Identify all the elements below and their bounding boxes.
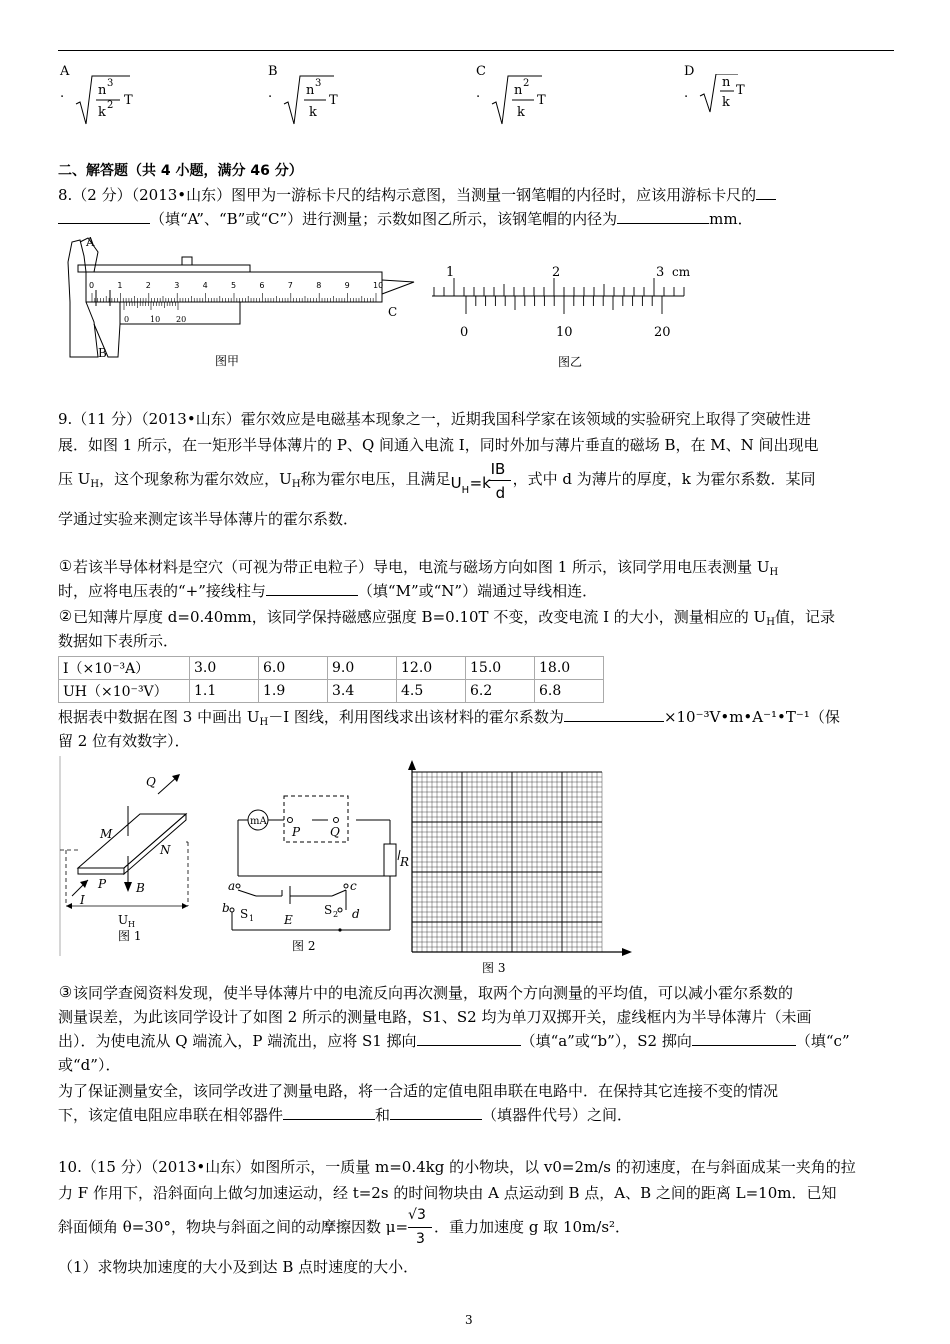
svg-text:B: B <box>136 881 145 895</box>
circuit-figure <box>220 790 410 960</box>
caliper-main-label: 5 <box>231 281 237 290</box>
section-title: 二、解答题（共 4 小题，满分 46 分） <box>58 163 303 179</box>
data-table <box>58 656 604 703</box>
caliper-main-label: 10 <box>373 281 384 290</box>
svg-text:k: k <box>98 105 106 120</box>
q9-line1: 9.（11 分）（2013•山东）霍尔效应是电磁基本现象之一，近期我国科学家在该领域的实验研究上取得了突破性进 <box>58 410 811 428</box>
svg-text:k: k <box>517 105 525 120</box>
svg-text:T: T <box>124 93 133 108</box>
caliper-vernier-label: 0 <box>124 315 130 324</box>
svg-text:2: 2 <box>107 100 114 111</box>
hall-formula: U H =k IB d <box>451 468 513 490</box>
option-label: D <box>684 64 695 79</box>
q9-p3-line1: ③该同学查阅资料发现，使半导体薄片中的电流反向再次测量，取两个方向测量的平均值，可以减小霍尔系数的 <box>58 983 794 1002</box>
svg-text:图 1: 图 1 <box>118 929 142 943</box>
caliper-main-label: 3 <box>174 281 180 290</box>
q8-blank-1 <box>58 209 150 224</box>
option-label: C <box>476 64 486 79</box>
svg-text:3: 3 <box>107 78 114 89</box>
svg-text:2: 2 <box>333 910 339 919</box>
svg-text:图 2: 图 2 <box>292 939 316 953</box>
caliper-main-label: 9 <box>344 281 350 290</box>
option-a: A . n 3 k 2 T <box>60 64 180 124</box>
caliper-main-label: 8 <box>316 281 322 290</box>
svg-text:S: S <box>240 907 249 921</box>
svg-text:P: P <box>98 877 107 891</box>
svg-text:E: E <box>284 913 293 927</box>
q9-blank-5 <box>283 1105 375 1120</box>
vernier-caliper-figure <box>58 232 418 372</box>
svg-text:3: 3 <box>315 78 322 89</box>
svg-text:a: a <box>228 879 236 893</box>
svg-text:mA: mA <box>250 816 267 827</box>
q9-p3-line6: 下，该定值电阻应串联在相邻器件 和 （填器件代号）之间． <box>58 1106 633 1124</box>
table-row: I（×10⁻³A） 3.0 6.0 9.0 12.0 15.0 18.0 <box>59 657 604 680</box>
q9-p1-line1: ①若该半导体材料是空穴（可视为带正电粒子）导电，电流与磁场方向如图 1 所示，该同学用电压表测量 $U_H$ <box>58 557 779 578</box>
sqrt-formula <box>74 74 174 129</box>
q9-p3-line4: 或“d”）． <box>58 1056 121 1074</box>
caliper-vernier-label: 10 <box>150 315 161 324</box>
option-d: D . n k T <box>684 64 804 124</box>
page-number: 3 <box>465 1313 473 1327</box>
q9-p2-line4: 留 2 位有效数字）． <box>58 732 190 750</box>
svg-text:P: P <box>292 825 301 839</box>
option-b: B . n 3 k T <box>268 64 388 124</box>
svg-text:H: H <box>128 920 135 929</box>
header-rule <box>58 50 894 51</box>
q9-line4: 学通过实验来测定该半导体薄片的霍尔系数． <box>58 510 359 528</box>
caliper-vernier-label: 20 <box>176 315 187 324</box>
q9-blank-3 <box>417 1031 521 1046</box>
svg-text:2: 2 <box>523 78 530 89</box>
svg-text:b: b <box>222 901 230 915</box>
q8-line1: 8.（2 分）（2013•山东）图甲为一游标卡尺的结构示意图，当测量一钢笔帽的内径时，应该用游标卡尺的 <box>58 184 776 206</box>
zoom-main-label: 2 <box>552 265 561 280</box>
fig-caption: 图乙 <box>558 355 583 369</box>
q8-blank-2 <box>617 209 709 224</box>
sqrt-formula <box>698 74 798 129</box>
caliper-main-label: 2 <box>145 281 151 290</box>
fig-caption: 图甲 <box>215 354 240 368</box>
caliper-label-b: B <box>98 346 107 360</box>
q10-line2: 力 F 作用下，沿斜面向上做匀加速运动，经 t=2s 的时间物块由 A 点运动到 B 点，A、B 之间的距离 L=10m．已知 <box>58 1184 837 1202</box>
svg-text:T: T <box>537 93 546 108</box>
svg-text:k: k <box>722 95 730 110</box>
q9-blank-1 <box>266 581 358 596</box>
sqrt-formula <box>490 74 590 129</box>
option-c: C . n 2 k T <box>476 64 596 124</box>
svg-text:n: n <box>722 75 731 90</box>
graph-grid-figure <box>404 758 634 978</box>
q9-p2-line1: ②已知薄片厚度 d=0.40mm，该同学保持磁感应强度 B=0.10T 不变，改变电流 I 的大小，测量相应的 $U_H$值，记录 <box>58 607 835 628</box>
zoom-vernier-label: 0 <box>460 325 469 340</box>
q9-blank-6 <box>390 1105 482 1120</box>
sqrt-formula <box>282 74 382 129</box>
q10-line1: 10.（15 分）（2013•山东）如图所示，一质量 m=0.4kg 的小物块，以 v0=2m/s 的初速度，在与斜面成某一夹角的拉 <box>58 1158 856 1176</box>
svg-text:N: N <box>160 843 171 857</box>
svg-text:n: n <box>514 83 523 98</box>
q10-line3: 斜面倾角 θ=30°，物块与斜面之间的动摩擦因数 μ= $\frac{√3}{3}$ ．重力加速度 g 取 10m/s²． <box>58 1207 631 1247</box>
caliper-main-label: 4 <box>202 281 208 290</box>
svg-text:k: k <box>309 105 317 120</box>
vernier-zoom-figure <box>428 256 708 372</box>
svg-text:T: T <box>736 83 745 98</box>
q9-line3: 压 $U_H$，这个现象称为霍尔效应，$U_H$称为霍尔电压，且满足 U H =k IB d ，式中 d 为薄片的厚度，k 为霍尔系数．某同 <box>58 460 816 502</box>
svg-text:U: U <box>118 913 129 927</box>
q9-p2-line2: 数据如下表所示． <box>58 632 179 650</box>
svg-text:M: M <box>100 827 113 841</box>
svg-text:Q: Q <box>146 775 156 789</box>
svg-text:T: T <box>329 93 338 108</box>
q9-p3-line3: 出）．为使电流从 Q 端流入，P 端流出，应将 S1 掷向 （填“a”或“b”），S2 掷向 （填“c” <box>58 1032 850 1050</box>
caliper-main-label: 6 <box>259 281 265 290</box>
svg-text:n: n <box>306 83 315 98</box>
zoom-vernier-label: 20 <box>654 325 671 340</box>
caliper-main-label: 7 <box>287 281 293 290</box>
svg-text:R: R <box>400 855 410 869</box>
svg-text:Q: Q <box>330 825 340 839</box>
hall-plate-figure <box>58 756 208 956</box>
svg-text:c: c <box>350 879 357 893</box>
mu-fraction: $\frac{√3}{3}$ <box>408 1216 434 1238</box>
caliper-label-a: A <box>86 235 95 249</box>
svg-text:图 3: 图 3 <box>482 961 506 975</box>
table-row: UH（×10⁻³V） 1.1 1.9 3.4 4.5 6.2 6.8 <box>59 680 604 703</box>
zoom-unit: cm <box>672 265 691 279</box>
svg-text:d: d <box>352 907 360 921</box>
q9-p3-line5: 为了保证测量安全，该同学改进了测量电路，将一合适的定值电阻串联在电路中．在保持其它连接不变的情况 <box>58 1082 779 1100</box>
zoom-main-label: 1 <box>446 265 455 280</box>
q10-line4: （1）求物块加速度的大小及到达 B 点时速度的大小． <box>58 1258 419 1276</box>
svg-text:1: 1 <box>249 914 255 923</box>
svg-text:I: I <box>80 893 85 907</box>
option-label: A <box>60 64 70 79</box>
caliper-label-c: C <box>388 305 398 319</box>
svg-text:S: S <box>324 903 333 917</box>
q9-p2-line3: 根据表中数据在图 3 中画出 $U_H-I$ 图线，利用图线求出该材料的霍尔系数为 ×10⁻³V•m•A⁻¹•T⁻¹（保 <box>58 708 840 728</box>
q9-p1-line2: 时，应将电压表的“+”接线柱与 （填“M”或“N”）端通过导线相连． <box>58 582 598 600</box>
q8-line2: （填“A”、“B”或“C”）进行测量；示数如图乙所示，该钢笔帽的内径为 mm． <box>58 208 753 230</box>
caliper-main-label: 0 <box>89 281 95 290</box>
q9-p3-line2: 测量误差，为此该同学设计了如图 2 所示的测量电路，S1、S2 均为单刀双掷开关，虚线框内为半导体薄片（未画 <box>58 1008 812 1026</box>
zoom-main-label: 3 <box>656 265 665 280</box>
q9-blank-4 <box>692 1031 796 1046</box>
q9-line2: 展．如图 1 所示，在一矩形半导体薄片的 P、Q 间通入电流 I，同时外加与薄片垂直的磁场 B，在 M、N 间出现电 <box>58 436 819 454</box>
q9-blank-2 <box>564 707 664 722</box>
option-label: B <box>268 64 278 79</box>
zoom-vernier-label: 10 <box>556 325 573 340</box>
svg-text:n: n <box>98 83 107 98</box>
caliper-main-label: 1 <box>117 281 123 290</box>
